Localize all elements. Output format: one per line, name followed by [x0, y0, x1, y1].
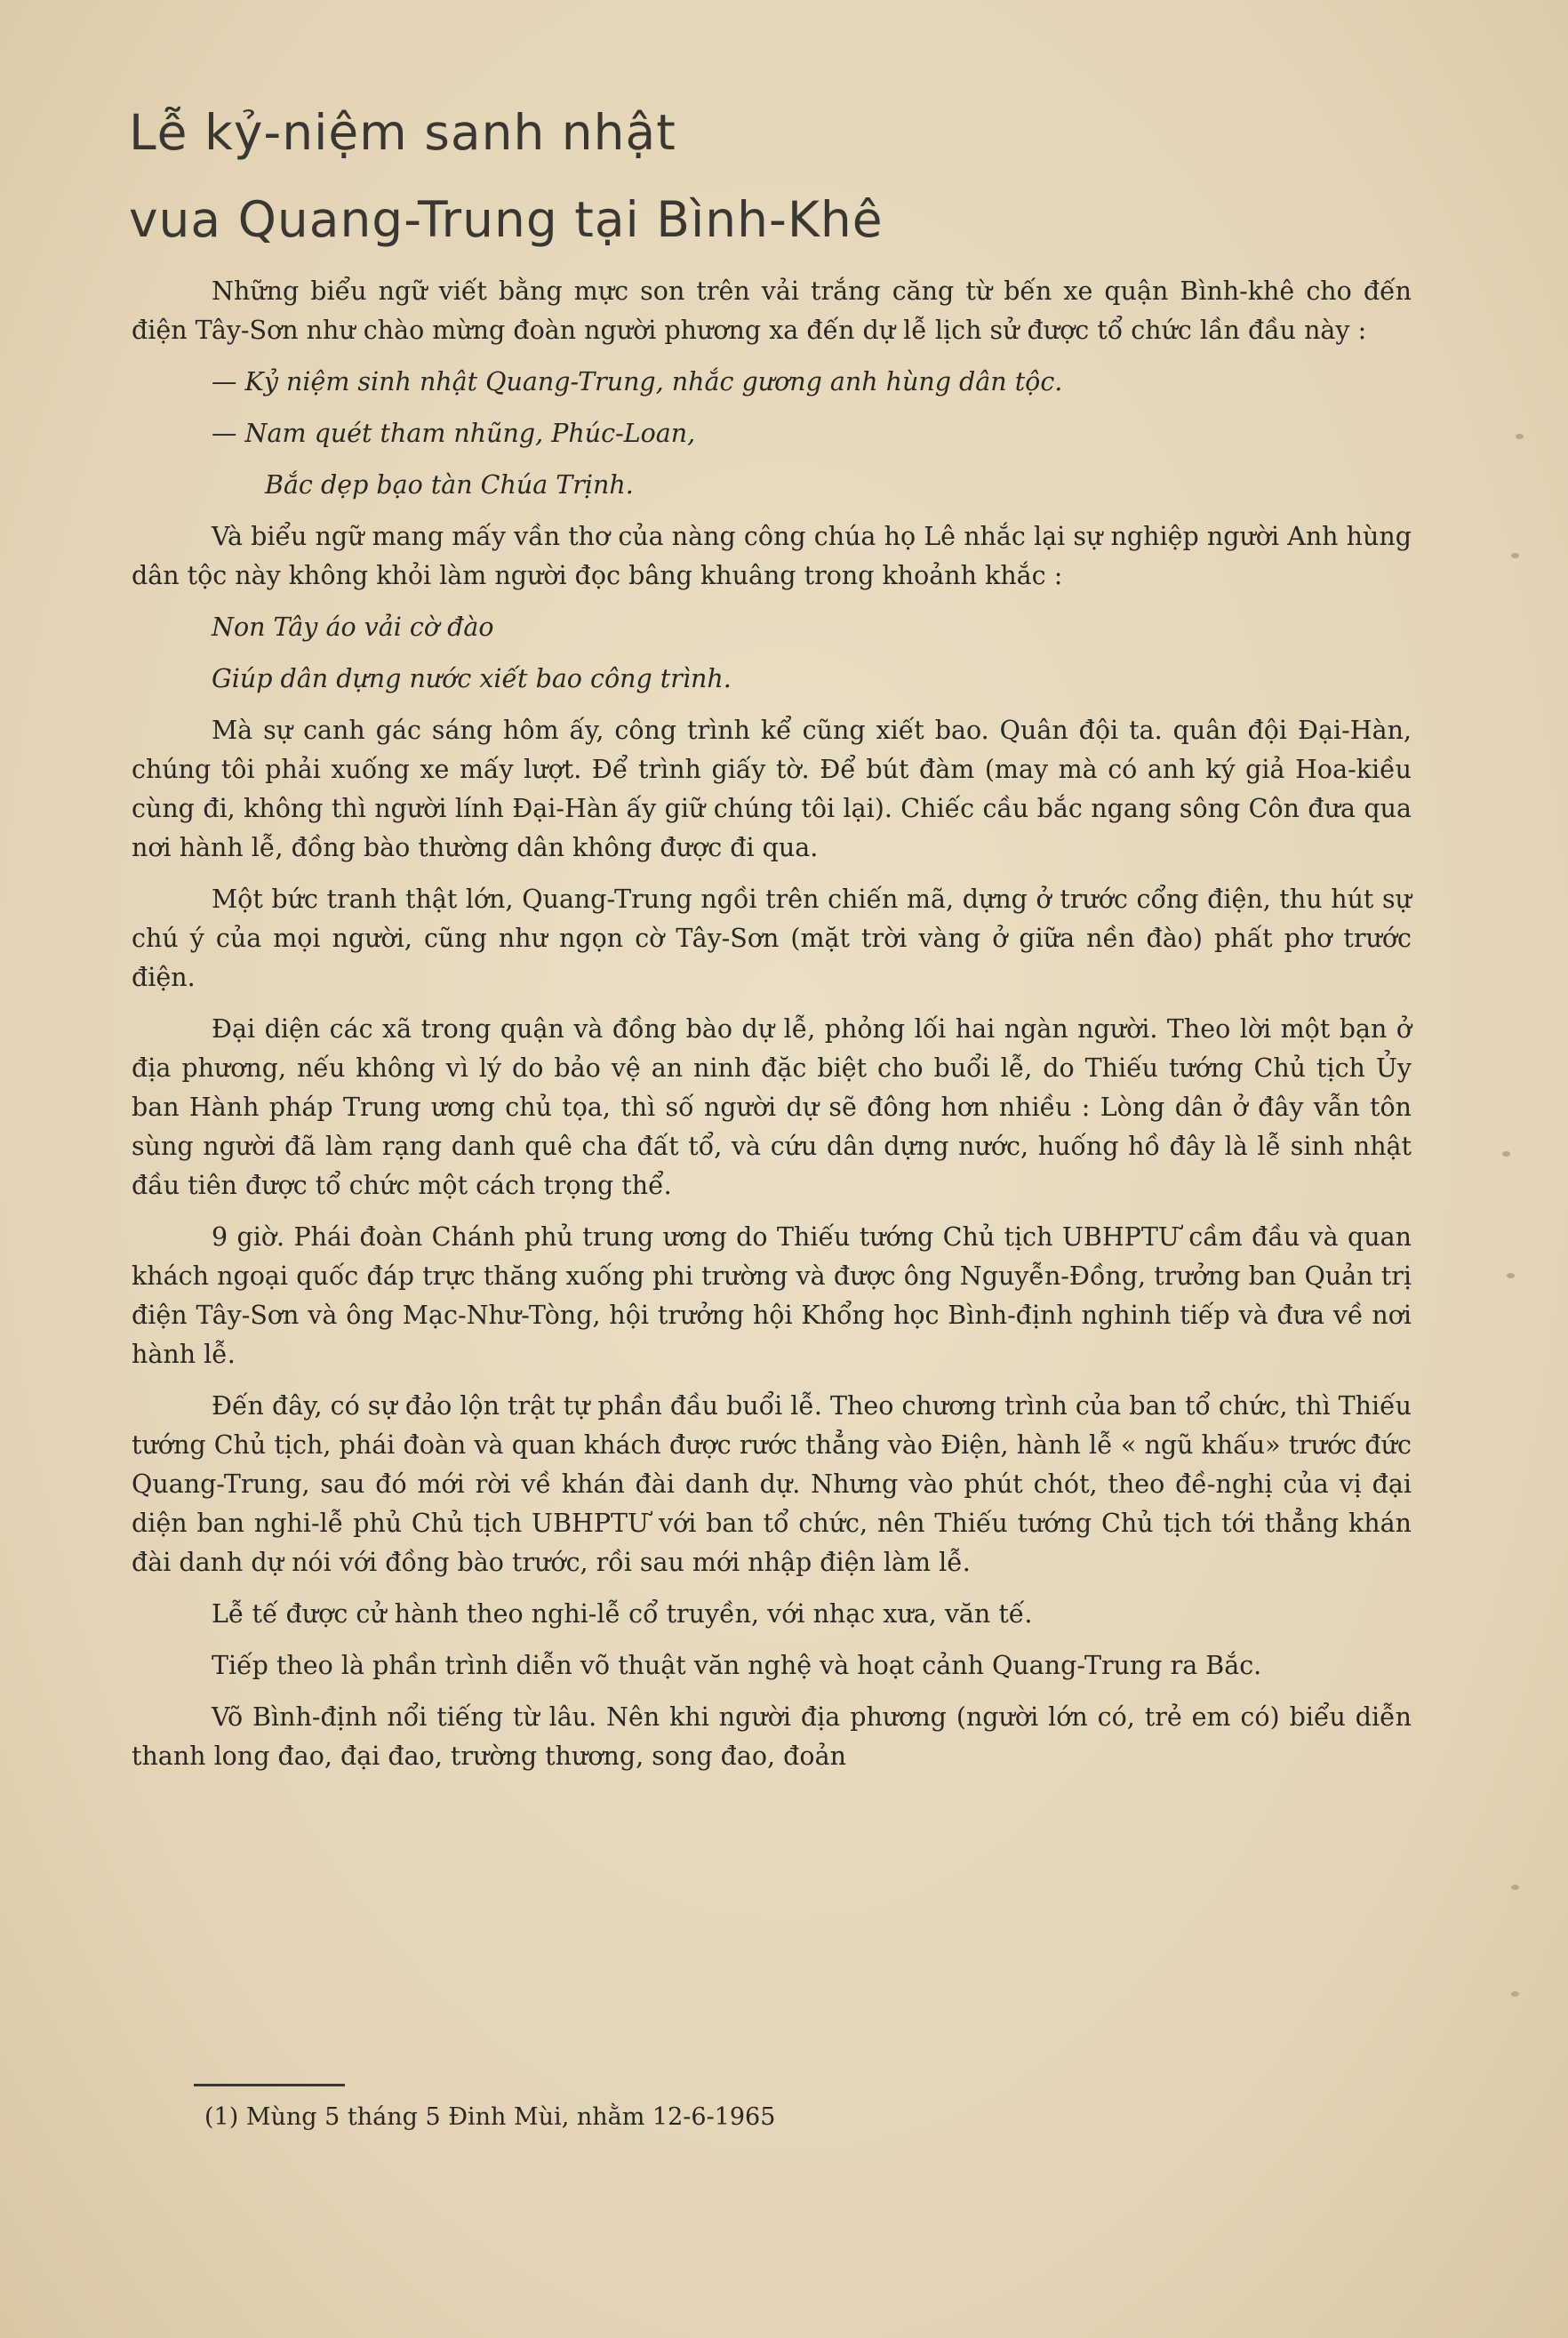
paragraph-3: Mà sự canh gác sáng hôm ấy, công trình kể cũng xiết bao. Quân đội ta. quân đội Đại-Hàn, chúng tôi phải xuống xe mấy lượt. Để trình giấy tờ. Để bút đàm (may mà có anh ký giả Hoa-kiều cùng đi, không thì người lính Đại-Hàn ấy giữ chúng tôi lại). Chiếc cầu bắc ngang sông Côn đưa qua nơi hành lễ, đồng bào thường dân không được đi qua.: [132, 716, 1412, 862]
paper-speck: [1511, 1991, 1519, 1997]
footnote-divider: [194, 2084, 345, 2086]
paragraph-4: Một bức tranh thật lớn, Quang-Trung ngồi trên chiến mã, dựng ở trước cổng điện, thu hút sự chú ý của mọi người, cũng như ngọn cờ Tây-Sơn (mặt trời vàng ở giữa nền đào) phất phơ trước điện.: [132, 885, 1412, 992]
poem-line-1: Non Tây áo vải cờ đào: [212, 613, 494, 642]
footnote: (1) Mùng 5 tháng 5 Đinh Mùi, nhằm 12-6-1965: [204, 2103, 776, 2131]
paper-speck: [1507, 1273, 1515, 1278]
paragraph-8: Lễ tế được cử hành theo nghi-lễ cổ truyền, với nhạc xưa, văn tế.: [212, 1599, 1033, 1629]
slogan-2: — Nam quét tham nhũng, Phúc-Loan,: [212, 419, 696, 448]
title-line-1: Lễ kỷ-niệm sanh nhật: [129, 104, 676, 161]
poem-line-2: Giúp dân dựng nước xiết bao công trình.: [212, 664, 732, 693]
paper-speck: [1511, 1885, 1519, 1890]
paragraph-6: 9 giờ. Phái đoàn Chánh phủ trung ương do Thiếu tướng Chủ tịch UBHPTƯ cầm đầu và quan khách ngoại quốc đáp trực thăng xuống phi trường và được ông Nguyễn-Đồng, trưởng ban Quản trị điện Tây-Sơn và ông Mạc-Như-Tòng, hội trưởng hội Khổng học Bình-định nghinh tiếp và đưa về nơi hành lễ.: [132, 1222, 1412, 1369]
article-title: [129, 89, 1196, 263]
paragraph-10: Võ Bình-định nổi tiếng từ lâu. Nên khi người địa phương (người lớn có, trẻ em có) biểu diễn thanh long đao, đại đao, trường thương, song đao, đoản: [132, 1702, 1412, 1771]
paragraph-2: Và biểu ngữ mang mấy vần thơ của nàng công chúa họ Lê nhắc lại sự nghiệp người Anh hùng dân tộc này không khỏi làm người đọc bâng khuâng trong khoảnh khắc :: [132, 522, 1412, 590]
slogan-3: Bắc dẹp bạo tàn Chúa Trịnh.: [265, 470, 634, 500]
paragraph-7: Đến đây, có sự đảo lộn trật tự phần đầu buổi lễ. Theo chương trình của ban tổ chức, thì Thiếu tướng Chủ tịch, phái đoàn và quan khách được rước thẳng vào Điện, hành lễ « ngũ khấu» trước đức Quang-Trung, sau đó mới rời về khán đài danh dự. Nhưng vào phút chót, theo đề-nghị của vị đại diện ban nghi-lễ phủ Chủ tịch UBHPTƯ với ban tổ chức, nên Thiếu tướng Chủ tịch tới thẳng khán đài danh dự nói với đồng bào trước, rồi sau mới nhập điện làm lễ.: [132, 1391, 1412, 1577]
slogan-1: — Kỷ niệm sinh nhật Quang-Trung, nhắc gương anh hùng dân tộc.: [212, 367, 1063, 396]
title-line-2: vua Quang-Trung tại Bình-Khê: [129, 191, 884, 248]
paragraph-5: Đại diện các xã trong quận và đồng bào dự lễ, phỏng lối hai ngàn người. Theo lời một bạn ở địa phương, nếu không vì lý do bảo vệ an ninh đặc biệt cho buổi lễ, do Thiếu tướng Chủ tịch Ủy ban Hành pháp Trung ương chủ tọa, thì số người dự sẽ đông hơn nhiều : Lòng dân ở đây vẫn tôn sùng người đã làm rạng danh quê cha đất tổ, và cứu dân dựng nước, huống hồ đây là lễ sinh nhật đầu tiên được tổ chức một cách trọng thể.: [132, 1014, 1412, 1200]
paper-speck: [1516, 434, 1524, 439]
paper-speck: [1502, 1151, 1510, 1157]
paragraph-1: Những biểu ngữ viết bằng mực son trên vải trắng căng từ bến xe quận Bình-khê cho đến điện Tây-Sơn như chào mừng đoàn người phương xa đến dự lễ lịch sử được tổ chức lần đầu này :: [132, 276, 1412, 345]
paragraph-9: Tiếp theo là phần trình diễn võ thuật văn nghệ và hoạt cảnh Quang-Trung ra Bắc.: [212, 1651, 1262, 1680]
paper-speck: [1511, 553, 1519, 558]
article-body: [132, 272, 1412, 1789]
